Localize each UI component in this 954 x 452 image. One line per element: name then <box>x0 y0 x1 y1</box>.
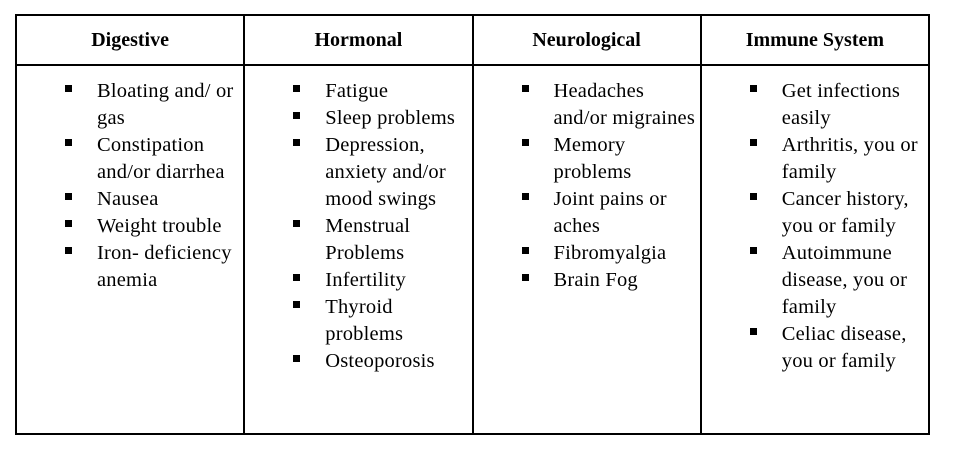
square-bullet-icon <box>293 274 300 281</box>
symptom-list-immune-system <box>702 66 928 375</box>
square-bullet-icon <box>293 85 300 92</box>
symptom-list-hormonal <box>245 66 471 375</box>
list-item <box>520 186 696 240</box>
list-item <box>748 321 924 375</box>
list-item-text: Fibromyalgia <box>553 242 667 264</box>
list-item-text: Memory problems <box>553 134 632 183</box>
list-item-text: Autoimmune disease, you or family <box>781 242 908 318</box>
list-item-text: Bloating and/ or gas <box>97 80 234 129</box>
list-item <box>291 348 467 375</box>
square-bullet-icon <box>522 85 529 92</box>
list-item-text: Sleep problems <box>325 107 456 129</box>
square-bullet-icon <box>65 139 72 146</box>
square-bullet-icon <box>293 355 300 362</box>
square-bullet-icon <box>65 247 72 254</box>
square-bullet-icon <box>522 274 529 281</box>
square-bullet-icon <box>293 301 300 308</box>
list-item-text: Cancer history, you or family <box>781 188 909 237</box>
column-header-hormonal: Hormonal <box>244 15 472 65</box>
list-item-text: Menstrual Problems <box>325 215 411 264</box>
square-bullet-icon <box>750 139 757 146</box>
column-cell-immune-system <box>701 65 929 434</box>
list-item <box>63 240 239 294</box>
symptom-list-neurological <box>474 66 700 294</box>
list-item-text: Arthritis, you or family <box>781 134 918 183</box>
list-item <box>63 78 239 132</box>
list-item-text: Osteoporosis <box>325 350 435 372</box>
list-item-text: Celiac disease, you or family <box>781 323 907 372</box>
list-item-text: Thyroid problems <box>325 296 404 345</box>
square-bullet-icon <box>293 112 300 119</box>
square-bullet-icon <box>522 193 529 200</box>
square-bullet-icon <box>750 85 757 92</box>
square-bullet-icon <box>65 193 72 200</box>
column-cell-digestive <box>16 65 244 434</box>
list-item-text: Infertility <box>325 269 407 291</box>
list-item <box>291 78 467 105</box>
column-cell-hormonal <box>244 65 472 434</box>
column-header-immune-system: Immune System <box>701 15 929 65</box>
square-bullet-icon <box>750 193 757 200</box>
list-item <box>748 132 924 186</box>
list-item <box>748 78 924 132</box>
square-bullet-icon <box>522 139 529 146</box>
list-item-text: Get infections easily <box>781 80 901 129</box>
column-header-digestive: Digestive <box>16 15 244 65</box>
list-item-text: Fatigue <box>325 80 389 102</box>
list-item-text: Weight trouble <box>97 215 222 237</box>
list-item <box>63 186 239 213</box>
column-cell-neurological <box>473 65 701 434</box>
square-bullet-icon <box>65 220 72 227</box>
list-item <box>63 132 239 186</box>
list-item <box>291 213 467 267</box>
body-row <box>16 65 929 434</box>
list-item <box>291 294 467 348</box>
square-bullet-icon <box>522 247 529 254</box>
list-item-text: Headaches and/or migraines <box>553 80 696 129</box>
list-item-text: Depression, anxiety and/or mood swings <box>325 134 446 210</box>
square-bullet-icon <box>65 85 72 92</box>
list-item-text: Brain Fog <box>553 269 638 291</box>
list-item <box>748 186 924 240</box>
list-item-text: Nausea <box>97 188 159 210</box>
list-item <box>748 240 924 321</box>
symptom-list-digestive <box>17 66 243 294</box>
list-item-text: Constipation and/or diarrhea <box>97 134 225 183</box>
list-item <box>520 240 696 267</box>
list-item-text: Joint pains or aches <box>553 188 667 237</box>
square-bullet-icon <box>750 247 757 254</box>
list-item <box>520 267 696 294</box>
column-header-neurological: Neurological <box>473 15 701 65</box>
list-item <box>63 213 239 240</box>
list-item <box>520 78 696 132</box>
list-item <box>520 132 696 186</box>
symptom-table <box>15 14 930 435</box>
square-bullet-icon <box>293 139 300 146</box>
list-item <box>291 267 467 294</box>
list-item <box>291 105 467 132</box>
square-bullet-icon <box>750 328 757 335</box>
list-item <box>291 132 467 213</box>
list-item-text: Iron- deficiency anemia <box>97 242 232 291</box>
header-row <box>16 15 929 65</box>
square-bullet-icon <box>293 220 300 227</box>
